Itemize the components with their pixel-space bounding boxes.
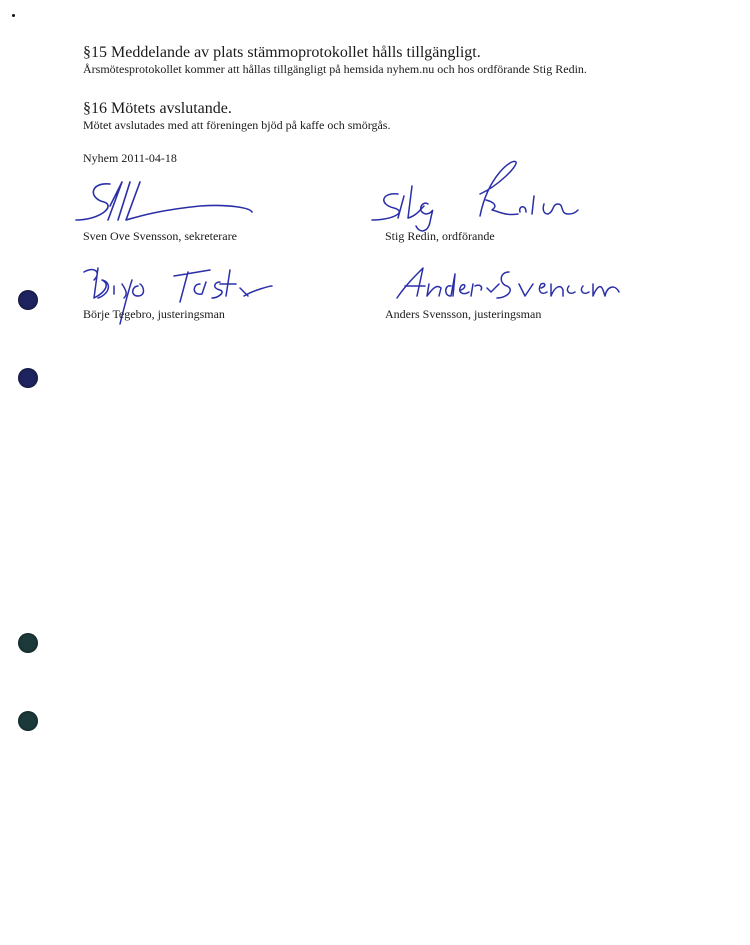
place-date: Nyhem 2011-04-18 [83, 151, 177, 165]
punch-hole [18, 711, 38, 731]
punch-hole [18, 633, 38, 653]
section-body: Mötet avslutades med att föreningen bjöd på kaffe och smörgås. [83, 118, 391, 132]
section-15 [83, 44, 587, 76]
signature-caption: Börje Tegebro, justeringsman [83, 307, 225, 321]
signature-caption: Stig Redin, ordförande [385, 229, 495, 243]
signature-adjuster-2 [395, 262, 625, 307]
punch-hole [18, 290, 38, 310]
signature-secretary [70, 176, 260, 226]
section-heading: §16 Mötets avslutande. [83, 100, 232, 117]
signature-caption: Sven Ove Svensson, sekreterare [83, 229, 237, 243]
signature-caption: Anders Svensson, justeringsman [385, 307, 542, 321]
section-heading: §15 Meddelande av plats stämmoprotokollet hålls tillgängligt. [83, 44, 481, 61]
scan-speck [12, 14, 15, 17]
signature-adjuster-1 [80, 262, 275, 332]
section-16 [83, 100, 390, 132]
signature-chair [368, 156, 588, 234]
section-body: Årsmötesprotokollet kommer att hållas tillgängligt på hemsida nyhem.nu och hos ordförande Stig Redin. [83, 62, 587, 76]
punch-hole [18, 368, 38, 388]
